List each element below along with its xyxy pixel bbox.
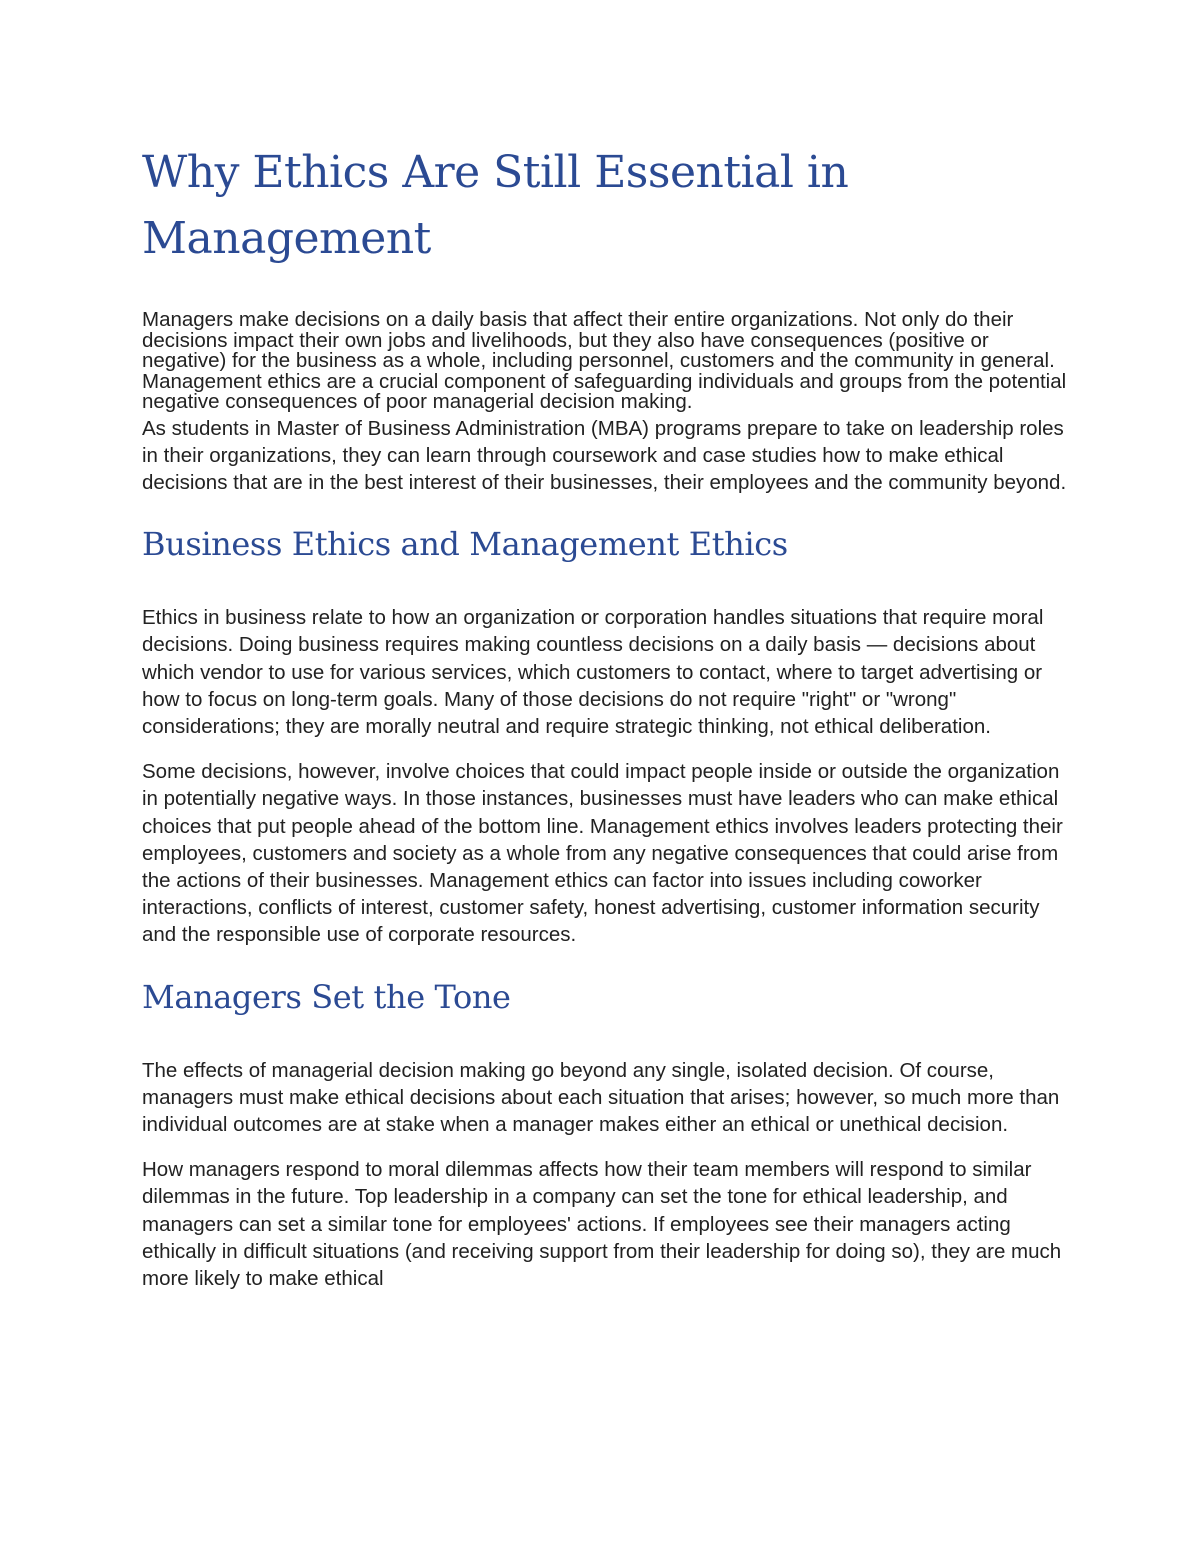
- section-2-paragraph-1: The effects of managerial decision making go beyond any single, isolated decision. Of course, managers must make ethical decisions about each situation that arises; however, so much more than individual outcomes are at stake when a manager makes either an ethical or unethical decision.: [142, 1058, 1060, 1136]
- section-2-paragraph-2: How managers respond to moral dilemmas affects how their team members will respond to similar dilemmas in the future. Top leadership in a company can set the tone for ethical leadership, and managers can set a similar tone for employees' actions. If employees see their managers acting ethically in difficult situations (and receiving support from their leadership for doing so), they are much more likely to make ethical: [142, 1158, 1062, 1290]
- section-1-paragraph-2: Some decisions, however, involve choices that could impact people inside or outside the organization in potentially negative ways. In those instances, businesses must have leaders who can make ethical choices that put people ahead of the bottom line. Management ethics involves leaders protecting their employees, customers and society as a whole from any negative consequences that could arise from the actions of their businesses. Management ethics can factor into issues including coworker interactions, conflicts of interest, customer safety, honest advertising, customer information security and the responsible use of corporate resources.: [142, 760, 1063, 947]
- document-title: Why Ethics Are Still Essential in Management: [142, 147, 849, 264]
- section-heading-managers-set-tone: Managers Set the Tone: [142, 977, 511, 1016]
- intro-paragraph-2: As students in Master of Business Administration (MBA) programs prepare to take on leadership roles in their organizations, they can learn through coursework and case studies how to make ethical decisions that are in the best interest of their businesses, their employees and the community beyond.: [142, 416, 1067, 494]
- document-body: [142, 140, 1067, 1292]
- section-1-paragraph-1: Ethics in business relate to how an organization or corporation handles situations that require moral decisions. Doing business requires making countless decisions on a daily basis — decisions about which vendor to use for various services, which customers to contact, where to target advertising or how to focus on long-term goals. Many of those decisions do not require "right" or "wrong" considerations; they are morally neutral and require strategic thinking, not ethical deliberation.: [142, 606, 1044, 738]
- section-heading-business-ethics: Business Ethics and Management Ethics: [142, 525, 788, 564]
- intro-paragraph-1: Managers make decisions on a daily basis that affect their entire organizations. Not only do their decisions impact their own jobs and livelihoods, but they also have consequences (positive or negative) for the business as a whole, including personnel, customers and the community in general. Management ethics are a crucial component of safeguarding individuals and groups from the potential negative consequences of poor managerial decision making.: [142, 308, 1067, 413]
